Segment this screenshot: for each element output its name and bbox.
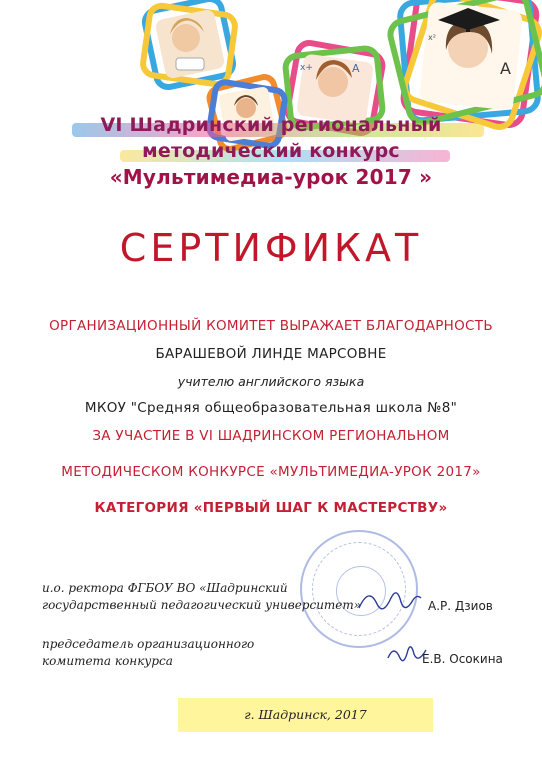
recipient-position: учителю английского языка bbox=[177, 374, 365, 389]
chair-name: Е.В. Осокина bbox=[422, 652, 503, 666]
place-date: г. Шадринск, 2017 bbox=[244, 707, 367, 722]
rector-signature bbox=[355, 584, 425, 618]
participation-line-2: МЕТОДИЧЕСКОМ КОНКУРСЕ «МУЛЬТИМЕДИА-УРОК 2017» bbox=[61, 464, 481, 480]
svg-text:A: A bbox=[500, 59, 511, 78]
school-name: МКОУ "Средняя общеобразовательная школа №8" bbox=[84, 400, 458, 416]
participation-line-1: ЗА УЧАСТИЕ В VI ШАДРИНСКОМ РЕГИОНАЛЬНОМ bbox=[92, 428, 450, 444]
competition-title bbox=[0, 112, 542, 190]
gratitude-line: ОРГАНИЗАЦИОННЫЙ КОМИТЕТ ВЫРАЖАЕТ БЛАГОДАРНОСТЬ bbox=[49, 318, 493, 334]
title-line-3: «Мультимедиа-урок 2017 » bbox=[109, 165, 433, 189]
chair-title-line-1: председатель организационного bbox=[42, 637, 255, 651]
title-line-1: VI Шадринский региональный bbox=[100, 114, 442, 136]
rector-title bbox=[42, 580, 361, 614]
svg-text:x²: x² bbox=[428, 33, 436, 42]
title-line-2: методический конкурс bbox=[142, 140, 400, 162]
chair-title-line-2: комитета конкурса bbox=[42, 654, 173, 668]
rector-title-line-1: и.о. ректора ФГБОУ ВО «Шадринский bbox=[42, 581, 288, 595]
svg-text:x+: x+ bbox=[300, 63, 313, 73]
chair-title bbox=[42, 636, 254, 670]
rector-title-line-2: государственный педагогический университет» bbox=[42, 598, 362, 612]
recipient-name: БАРАШЕВОЙ ЛИНДЕ МАРСОВНЕ bbox=[155, 346, 387, 362]
certificate-heading: СЕРТИФИКАТ bbox=[119, 226, 423, 270]
category-line: КАТЕГОРИЯ «ПЕРВЫЙ ШАГ К МАСТЕРСТВУ» bbox=[94, 500, 448, 516]
svg-text:A: A bbox=[352, 62, 360, 75]
rector-name: А.Р. Дзиов bbox=[428, 599, 493, 613]
